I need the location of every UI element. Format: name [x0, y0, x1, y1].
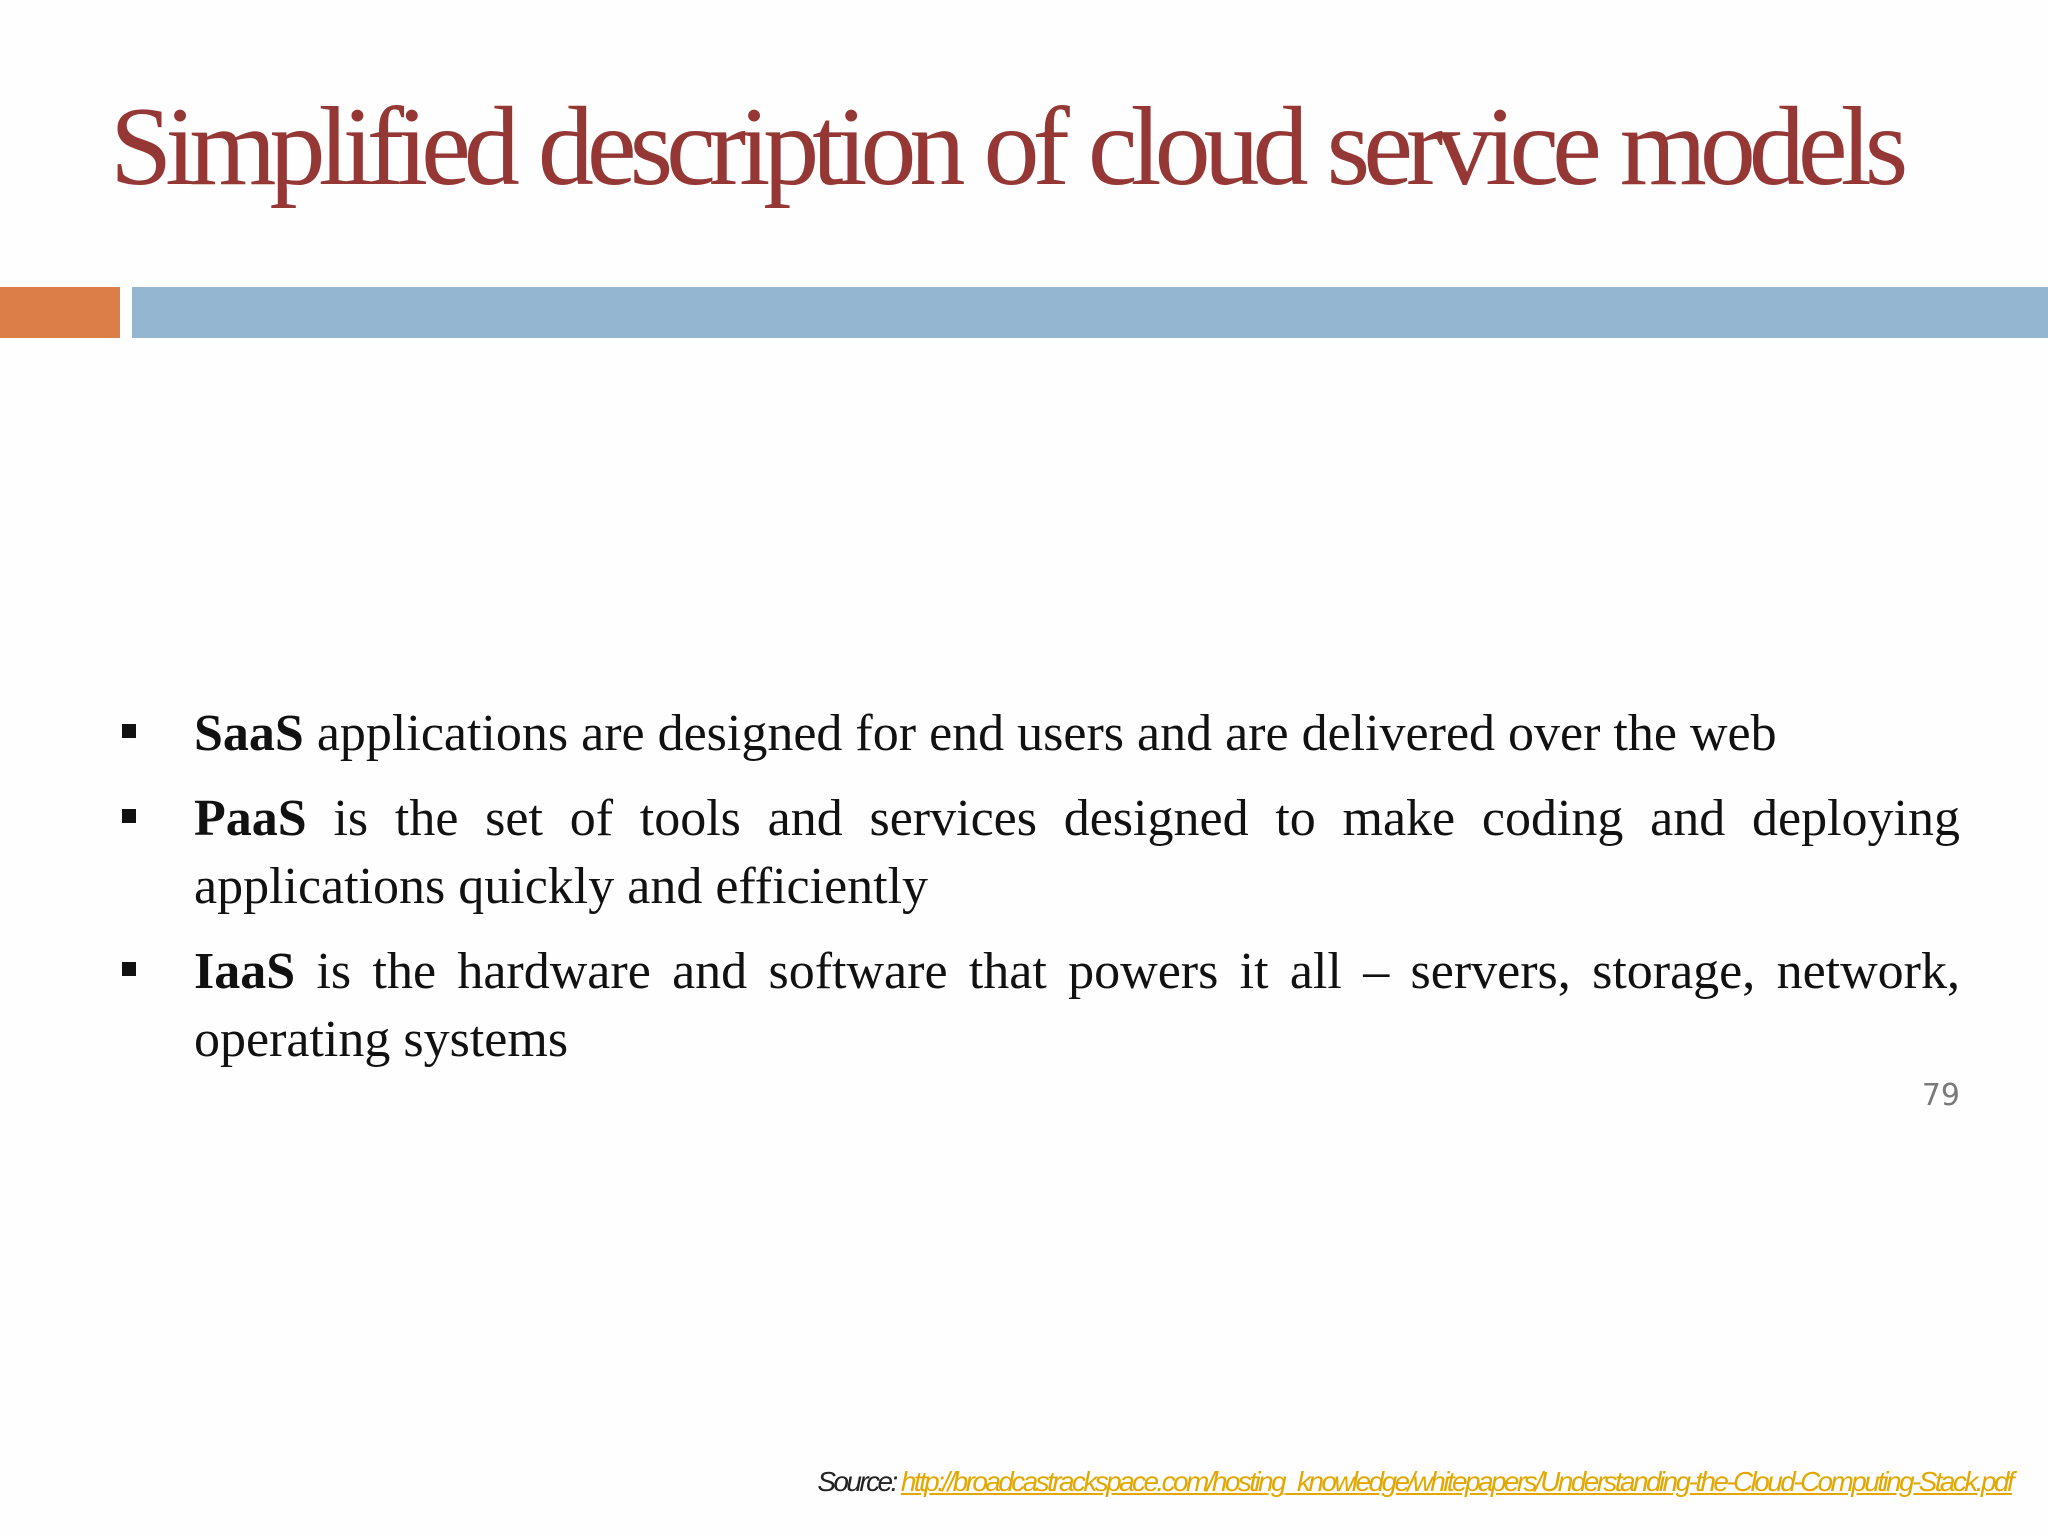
- bullet-paas: [120, 785, 1960, 921]
- square-bullet-icon: [122, 809, 136, 823]
- source-label: Source:: [817, 1466, 901, 1497]
- square-bullet-icon: [122, 962, 136, 976]
- bullet-list: [120, 700, 1960, 1091]
- source-link[interactable]: http://broadcastrackspace.com/hosting_knowledge/whitepapers/Understanding-the-Cloud-Computing-Stack.pdf: [900, 1466, 2012, 1497]
- bullet-term: PaaS: [194, 790, 307, 847]
- accent-bar-blue: [132, 287, 2048, 338]
- accent-bar-orange: [0, 287, 120, 338]
- square-bullet-icon: [122, 724, 136, 738]
- bullet-iaas: [120, 938, 1960, 1074]
- slide-title: Simplified description of cloud service models: [110, 85, 1902, 209]
- bullet-term: SaaS: [194, 705, 304, 762]
- bullet-text: is the set of tools and services designed to make coding and deploying applications quickly and efficiently: [194, 790, 1960, 915]
- bullet-saas: [120, 700, 1960, 768]
- source-citation: [817, 1466, 2012, 1498]
- page-number: 79: [1921, 1078, 1960, 1113]
- bullet-term: IaaS: [194, 943, 296, 1000]
- bullet-text: is the hardware and software that powers it all – servers, storage, network, operating systems: [194, 943, 1960, 1068]
- bullet-text: applications are designed for end users and are delivered over the web: [303, 705, 1777, 762]
